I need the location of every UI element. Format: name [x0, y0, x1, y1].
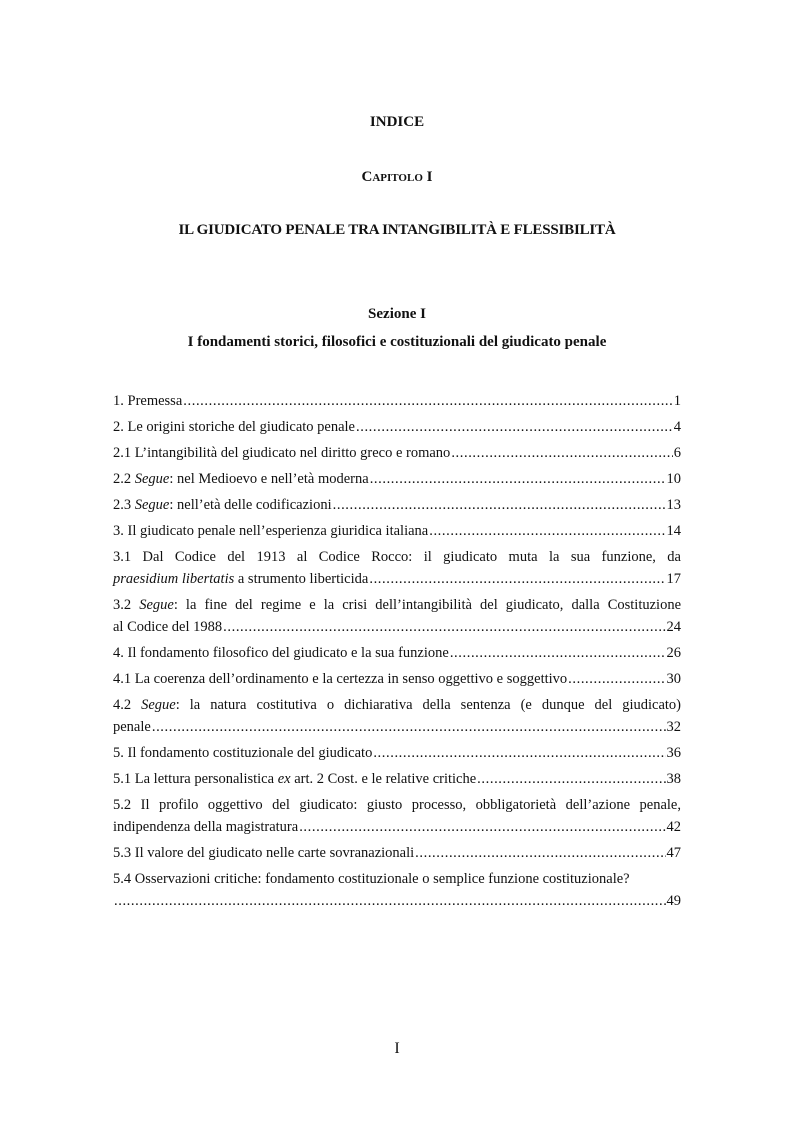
toc-leader: [356, 416, 673, 438]
toc-entry: [113, 768, 681, 790]
toc-page-number: 6: [673, 445, 681, 461]
toc-leader: [369, 568, 665, 590]
toc-page-number: 49: [666, 893, 681, 909]
toc-entry-text: : nel Medioevo e nell’età moderna: [169, 471, 369, 487]
toc-entry-title: 2. Le origini storiche del giudicato penale: [113, 419, 355, 435]
toc-entry-text: art. 2 Cost. e le relative critiche: [290, 771, 477, 787]
toc-entry-italic: Segue: [134, 471, 170, 487]
toc-entry: [113, 494, 681, 516]
toc-entry-text: : la natura costitutiva o dichiarativa della sentenza (e dunque del giudicato): [175, 697, 682, 713]
toc-entry: [113, 694, 681, 738]
toc-page-number: 13: [666, 497, 681, 513]
toc-entry-text: a strumento liberticida: [234, 571, 369, 587]
toc-entry: [113, 546, 681, 590]
toc-leader: [429, 520, 665, 542]
toc-leader: [477, 768, 665, 790]
toc-entry-number: 2.2: [113, 471, 132, 487]
toc-entry-title: 4. Il fondamento filosofico del giudicato e la sua funzione: [113, 645, 449, 661]
page-number-footer: I: [394, 1040, 400, 1057]
toc-entry-line: 5.2 Il profilo oggettivo del giudicato: giusto processo, obbligatorietà dell’azione penale,: [113, 797, 681, 813]
toc-entry-title: 1. Premessa: [113, 393, 183, 409]
toc-entry-number: 4.2: [113, 697, 132, 713]
toc-entry-line: [113, 594, 681, 616]
toc-leader: [299, 816, 665, 838]
toc-leader: [450, 642, 666, 664]
toc-entry-title: 5. Il fondamento costituzionale del giudicato: [113, 745, 373, 761]
toc-entry: [113, 668, 681, 690]
section-subtitle: I fondamenti storici, filosofici e costituzionali del giudicato penale: [187, 334, 607, 350]
toc-leader: [373, 742, 665, 764]
toc-leader: [370, 468, 666, 490]
toc-leader: [223, 616, 665, 638]
toc-page-number: 36: [666, 745, 681, 761]
toc-entry-title: [113, 568, 368, 590]
toc-entry-title: [113, 494, 332, 516]
toc-leader: [114, 890, 666, 912]
toc-entry-text: : nell’età delle codificazioni: [169, 497, 332, 513]
toc-page-number: 47: [666, 845, 681, 861]
toc-leader: [183, 390, 672, 412]
toc-entry-title: [113, 468, 369, 490]
chapter-heading: Capitolo I: [361, 169, 433, 185]
toc-entry-italic: Segue: [139, 597, 174, 613]
toc-page-number: 26: [666, 645, 681, 661]
toc-page-number: 32: [666, 719, 681, 735]
toc-leader: [415, 842, 665, 864]
toc-entry-italic: ex: [277, 771, 291, 787]
toc-entry-title: 4.1 La coerenza dell’ordinamento e la certezza in senso oggettivo e soggettivo: [113, 671, 568, 687]
toc-page-number: 38: [666, 771, 681, 787]
toc-entry-title: [113, 768, 476, 790]
toc-entry-title: 2.1 L’intangibilità del giudicato nel diritto greco e romano: [113, 445, 451, 461]
toc-entry-italic: Segue: [134, 497, 170, 513]
toc-entry-title: penale: [113, 719, 151, 735]
toc-entry-title: 3. Il giudicato penale nell’esperienza giuridica italiana: [113, 523, 429, 539]
toc-entry-text: 5.1 La lettura personalistica: [113, 771, 275, 787]
toc-leader: [333, 494, 666, 516]
toc-entry-line: 3.1 Dal Codice del 1913 al Codice Rocco: il giudicato muta la sua funzione, da: [113, 549, 681, 565]
index-heading: INDICE: [369, 114, 425, 130]
toc-leader: [568, 668, 665, 690]
toc-page-number: 4: [673, 419, 681, 435]
table-of-contents: [113, 390, 681, 916]
toc-entry: [113, 842, 681, 864]
chapter-title: IL GIUDICATO PENALE TRA INTANGIBILITÀ E FLESSIBILITÀ: [178, 222, 616, 238]
toc-entry: [113, 468, 681, 490]
toc-entry: [113, 742, 681, 764]
toc-page-number: 24: [666, 619, 681, 635]
toc-entry-title: 5.3 Il valore del giudicato nelle carte sovranazionali: [113, 845, 415, 861]
toc-entry-italic: praesidium libertatis: [113, 571, 235, 587]
toc-page-number: 10: [666, 471, 681, 487]
section-heading: Sezione I: [368, 306, 426, 322]
toc-entry-text: : la fine del regime e la crisi dell’intangibilità del giudicato, dalla Costituzione: [173, 597, 681, 613]
toc-leader: [451, 442, 672, 464]
toc-page-number: 17: [666, 571, 681, 587]
toc-entry-number: 2.3: [113, 497, 132, 513]
toc-entry-italic: Segue: [141, 697, 176, 713]
toc-page-number: 42: [666, 819, 681, 835]
toc-entry-line: [113, 694, 681, 716]
toc-entry: [113, 594, 681, 638]
toc-entry: [113, 520, 681, 542]
toc-page-number: 14: [666, 523, 681, 539]
toc-entry: [113, 794, 681, 838]
toc-entry: [113, 390, 681, 412]
toc-page-number: 1: [673, 393, 681, 409]
toc-leader: [152, 716, 666, 738]
toc-entry: [113, 868, 681, 912]
toc-entry: [113, 442, 681, 464]
toc-entry: [113, 642, 681, 664]
toc-entry-title: indipendenza della magistratura: [113, 819, 299, 835]
toc-page-number: 30: [666, 671, 681, 687]
toc-entry-line: 5.4 Osservazioni critiche: fondamento costituzionale o semplice funzione costituzionale?: [113, 871, 630, 887]
toc-entry-number: 3.2: [113, 597, 132, 613]
toc-entry: [113, 416, 681, 438]
toc-entry-title: al Codice del 1988: [113, 619, 223, 635]
